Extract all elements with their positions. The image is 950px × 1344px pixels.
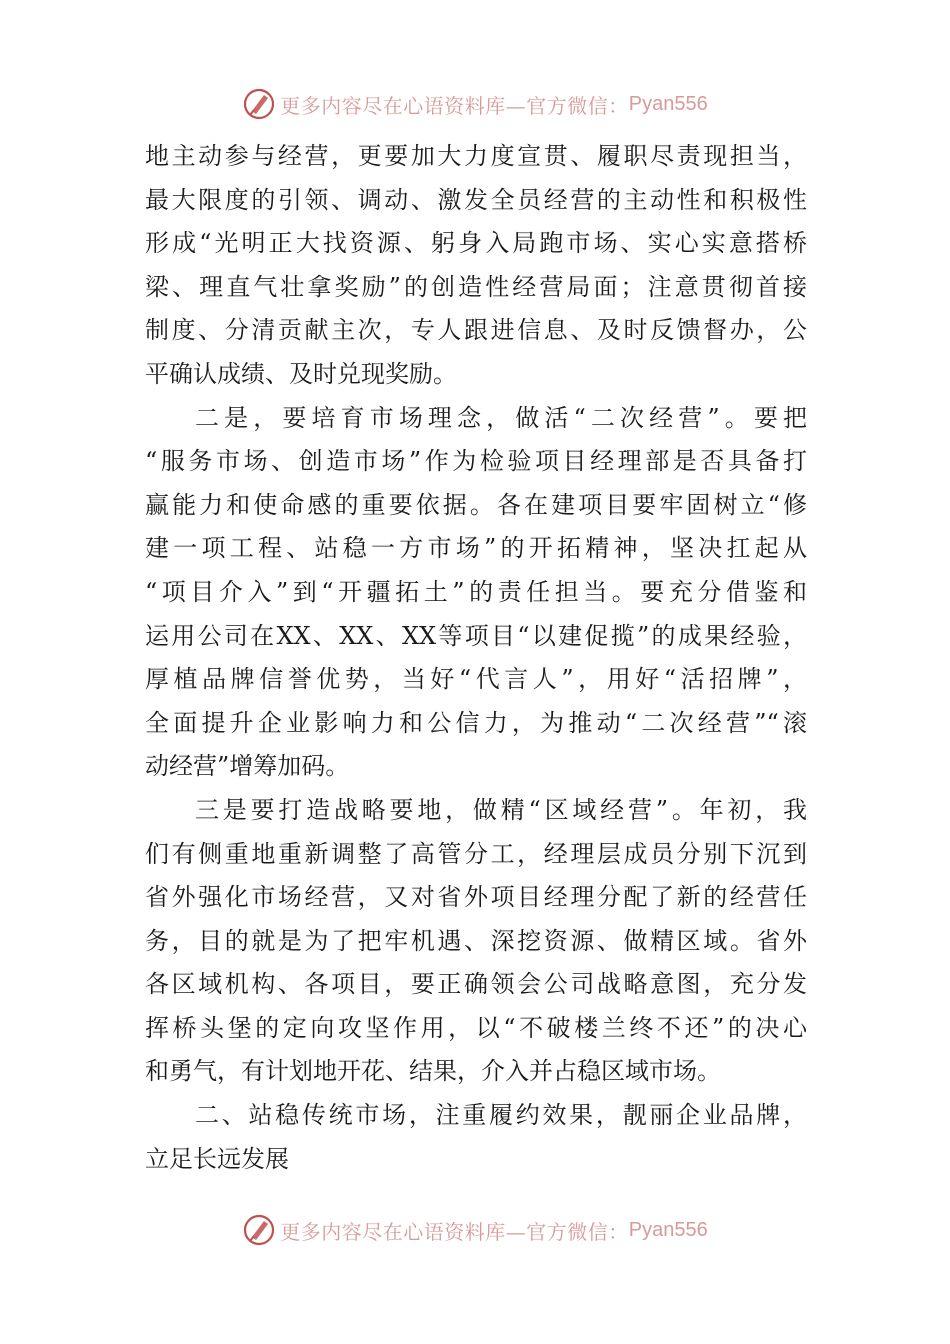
- footer-watermark: [0, 1210, 950, 1250]
- text-line: 二是，要培育市场理念，做活“二次经营”。要把: [195, 403, 807, 432]
- text-line: “项目介入”到“开疆拓土”的责任担当。要充分借鉴和: [145, 577, 807, 606]
- header-watermark: [0, 84, 950, 124]
- text-line: 挥桥头堡的定向攻坚作用，以“不破楼兰终不还”的决心: [145, 1013, 807, 1042]
- text-line: 动经营”增筹加码。: [145, 752, 350, 781]
- text-line: 厚植品牌信誉优势，当好“代言人”，用好“活招牌”，: [145, 665, 807, 694]
- pen-logo-icon: [242, 87, 276, 121]
- watermark-text: 更多内容尽在心语资料库—官方微信：: [280, 1219, 629, 1244]
- text-line: 运用公司在XX、XX、XX等项目“以建促揽”的成果经验，: [145, 621, 807, 650]
- text-line: 地主动参与经营，更要加大力度宣贯、履职尽责现担当，: [145, 142, 807, 170]
- text-line: 制度、分清贡献主次，专人跟进信息、及时反馈督办，公: [145, 316, 807, 345]
- paragraph: [145, 135, 807, 397]
- text-line: 立足长远发展: [145, 1144, 289, 1173]
- text-line: 梁、理直气壮拿奖励”的创造性经营局面；注意贯彻首接: [145, 272, 807, 301]
- text-line: 省外强化市场经营，又对省外项目经理分配了新的经营任: [145, 883, 807, 912]
- text-line: 全面提升企业影响力和公信力，为推动“二次经营”“滚: [145, 708, 807, 737]
- document-body: [145, 135, 807, 1181]
- paragraph: [145, 1094, 807, 1181]
- text-line: 们有侧重地重新调整了高管分工，经理层成员分别下沉到: [145, 839, 807, 868]
- text-line: 平确认成绩、及时兑现奖励。: [145, 359, 457, 388]
- pen-logo-icon: [242, 1213, 276, 1247]
- text-line: 赢能力和使命感的重要依据。各在建项目要牢固树立“修: [145, 490, 807, 519]
- text-line: 建一项工程、站稳一方市场”的开拓精神，坚决扛起从: [145, 534, 807, 563]
- paragraph: [145, 789, 807, 1094]
- text-line: “服务市场、创造市场”作为检验项目经理部是否具备打: [145, 447, 807, 476]
- watermark-handle: Pyan556: [628, 1218, 708, 1241]
- text-line: 务，目的就是为了把牢机遇、深挖资源、做精区域。省外: [145, 926, 807, 955]
- text-line: 最大限度的引领、调动、激发全员经营的主动性和积极性: [145, 185, 807, 214]
- text-line: 三是要打造战略要地，做精“区域经营”。年初，我: [195, 795, 807, 824]
- text-line: 二、站稳传统市场，注重履约效果，靓丽企业品牌，: [195, 1101, 807, 1130]
- paragraph: [145, 397, 807, 789]
- text-line: 和勇气，有计划地开花、结果，介入并占稳区域市场。: [145, 1057, 721, 1086]
- text-line: 各区域机构、各项目，要正确领会公司战略意图，充分发: [145, 970, 807, 999]
- watermark-handle: Pyan556: [628, 92, 708, 115]
- text-line: 形成“光明正大找资源、躬身入局跑市场、实心实意搭桥: [145, 229, 807, 258]
- watermark-text: 更多内容尽在心语资料库—官方微信：: [280, 93, 629, 118]
